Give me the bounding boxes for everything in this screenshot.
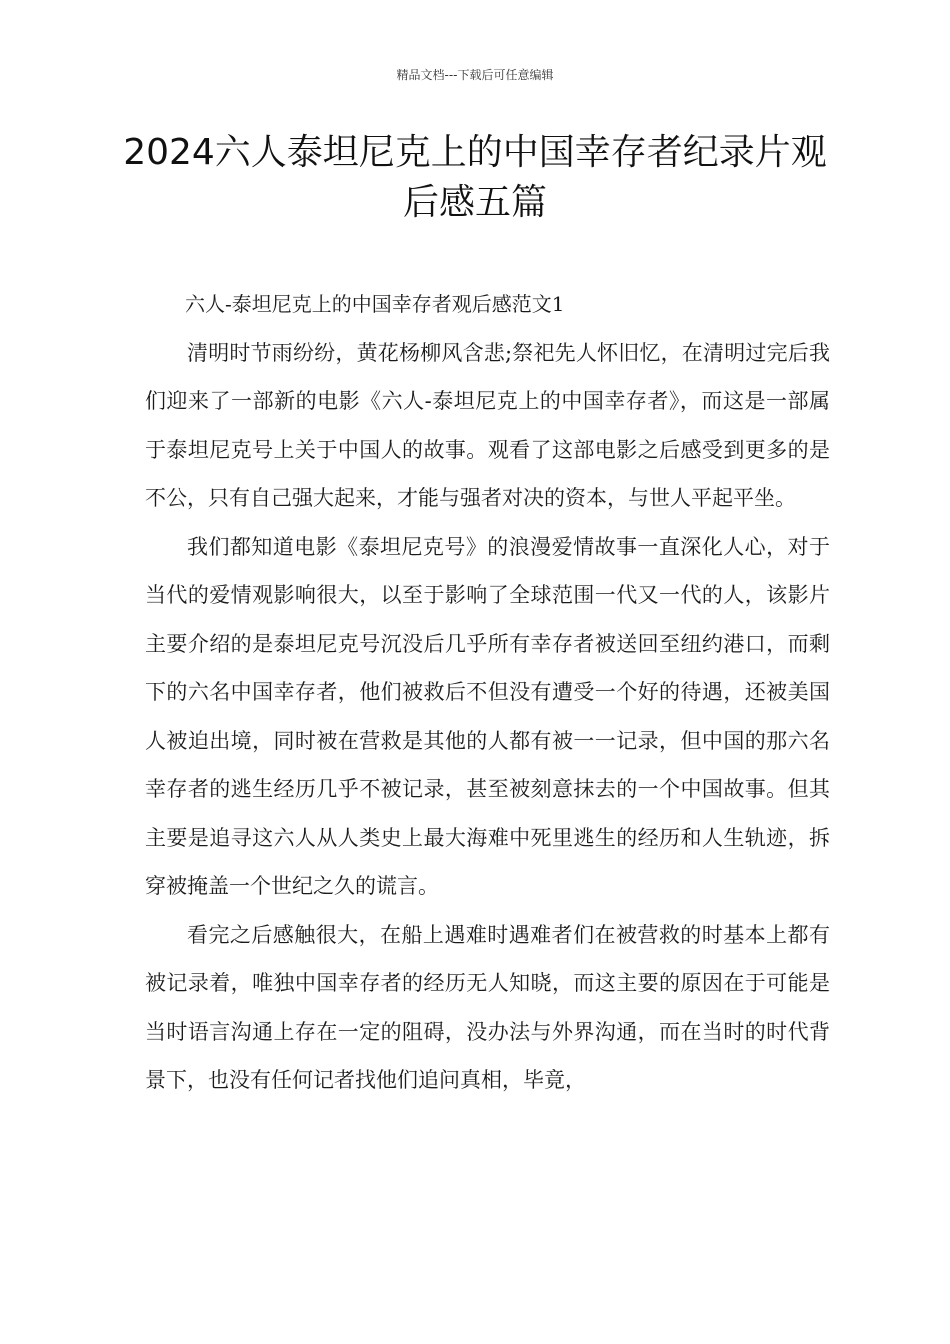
header-note: 精品文档---下载后可任意编辑 (396, 68, 554, 82)
document-body (145, 280, 830, 1105)
paragraph-1: 清明时节雨纷纷，黄花杨柳风含悲;祭祀先人怀旧忆，在清明过完后我们迎来了一部新的电影《六人-泰坦尼克上的中国幸存者》，而这是一部属于泰坦尼克号上关于中国人的故事。观看了这部电影之后感受到更多的是不公，只有自己强大起来，才能与强者对决的资本，与世人平起平坐。 (145, 340, 830, 510)
section-heading: 六人-泰坦尼克上的中国幸存者观后感范文1 (185, 292, 565, 316)
paragraph-2: 我们都知道电影《泰坦尼克号》的浪漫爱情故事一直深化人心，对于当代的爱情观影响很大，以至于影响了全球范围一代又一代的人，该影片主要介绍的是泰坦尼克号沉没后几乎所有幸存者被送回至纽约港口，而剩下的六名中国幸存者，他们被救后不但没有遭受一个好的待遇，还被美国人被迫出境，同时被在营救是其他的人都有被一一记录，但中国的那六名幸存者的逃生经历几乎不被记录，甚至被刻意抹去的一个中国故事。但其主要是追寻这六人从人类史上最大海难中死里逃生的经历和人生轨迹，拆穿被掩盖一个世纪之久的谎言。 (145, 534, 830, 898)
paragraph-3: 看完之后感触很大，在船上遇难时遇难者们在被营救的时基本上都有被记录着，唯独中国幸存者的经历无人知晓，而这主要的原因在于可能是当时语言沟通上存在一定的阻碍，没办法与外界沟通，而在当时的时代背景下，也没有任何记者找他们追问真相，毕竟， (145, 922, 830, 1092)
document-title: 2024六人泰坦尼克上的中国幸存者纪录片观后感五篇 (123, 132, 827, 223)
